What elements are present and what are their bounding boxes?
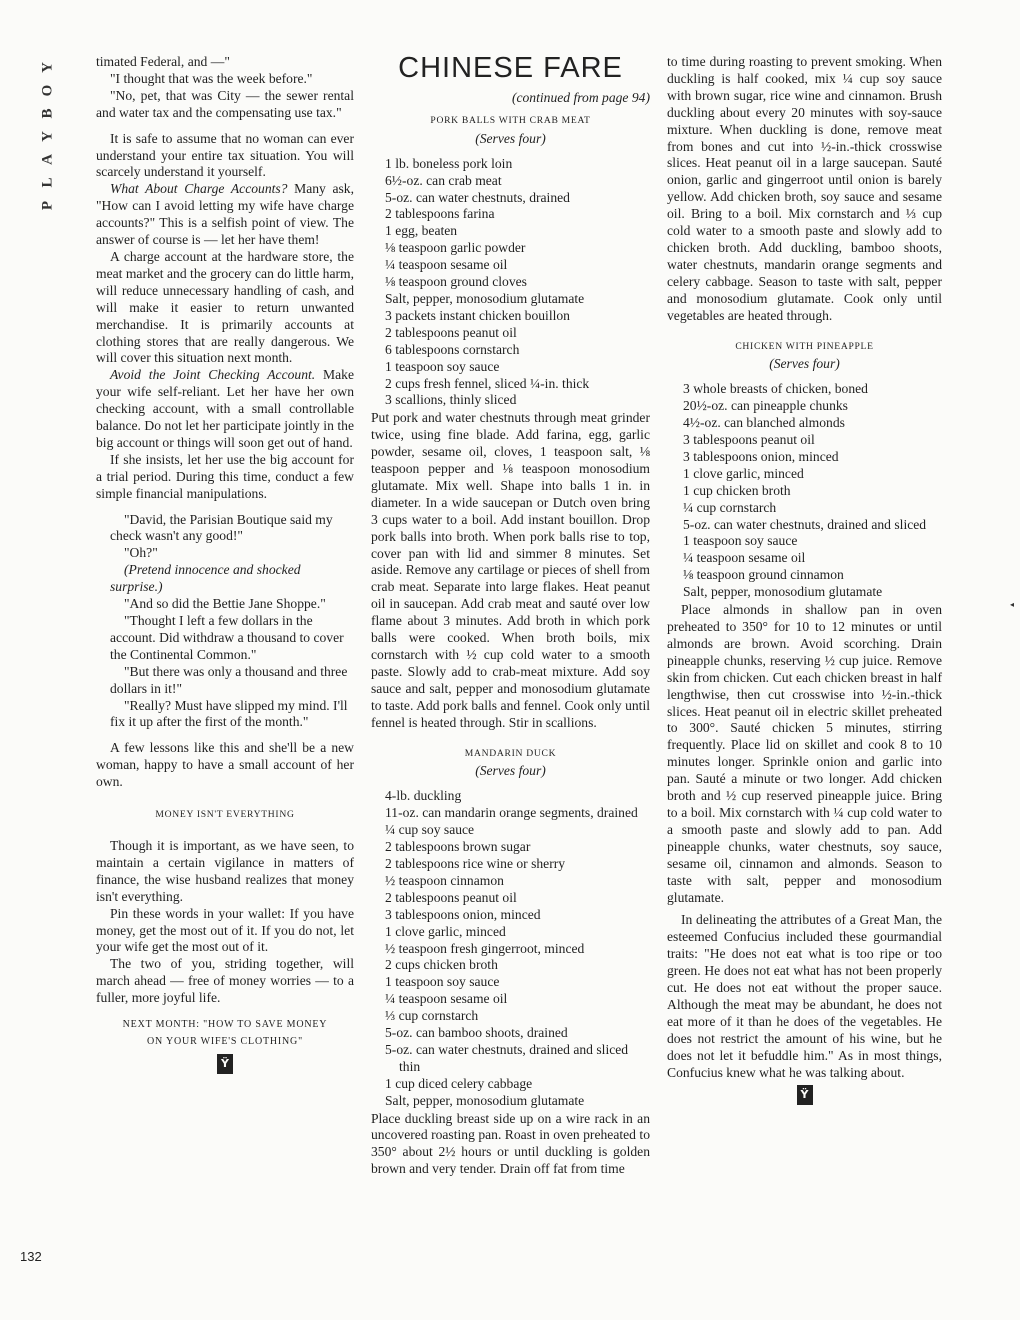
paragraph: "No, pet, that was City — the sewer rental and water tax and the compensating use tax." (96, 87, 354, 120)
article-title: CHINESE FARE (398, 52, 623, 84)
recipe-method: Place almonds in shallow pan in oven preheated to 350° for 10 to 12 minutes or until almonds are brown. Avoid scorching. Drain pineapple chunks, reserving ½ cup juice. Remove skin from chicken. Cut each chicken breast in half lengthwise, then cut crosswise into ½-in.-thick slices. Heat peanut oil in electric skillet preheated to 300°. Sauté chicken 5 minutes, stirring frequently. Place lid on skillet and cook 8 to 10 minutes longer. Sprinkle onion and garlic into pan. Sauté a minute or two longer. Add chicken broth and ½ cup reserved pineapple juice. Bring to a boil. Mix cornstarch with ¼ cup cold water to a smooth paste and slowly add to pan. Add pineapple chunks, water chestnuts, soy sauce, sesame oil, cinnamon and almonds. Season to taste with salt, pepper and monosodium glutamate. (667, 602, 942, 905)
ingredient: ½ teaspoon cinnamon (385, 872, 504, 888)
recipe-method: Put pork and water chestnuts through meat grinder twice, using fine blade. Add farina, egg, garlic powder, sesame oil, cloves, 1 teaspoon salt, ⅛ teaspoon pepper and ⅛ teaspoon monosodium glutamate. Mix well. Shape into balls 1 in. in diameter. In a wide saucepan or Dutch oven bring 3 cups water to a boil. Add instant bouillon. Drop pork balls into broth. When pork balls rise to top, cover pan with lid and simmer 8 minutes. Set aside. Remove any cartilage or pieces of shell from crab meat. Separate into large flakes. Heat peanut oil in saucepan. Add crab meat and sauté over low flame about 3 minutes. Add broth in which pork balls were cooked. When broth boils, mix cornstarch with ½ cup cold water to a smooth paste. Slowly add to crab-meat mixture. Add soy sauce and salt, pepper and monosodium glutamate to taste. Add pork balls and fennel. Cook only until fennel is heated through. Stir in scallions. (371, 410, 650, 730)
recipe-method: Place duckling breast side up on a wire rack in an uncovered roasting pan. Roast in oven preheated to 350° about 2½ hours or until duckling is golden brown and very tender. Drain off fat from time (371, 1110, 650, 1177)
ingredient: 1 cup diced celery cabbage (385, 1075, 533, 1091)
ingredient: 1 teaspoon soy sauce (385, 358, 500, 374)
ingredient: ⅛ teaspoon garlic powder (385, 240, 526, 256)
ingredient-list (371, 156, 650, 410)
ingredient: ⅛ teaspoon ground cloves (385, 274, 527, 290)
ingredient: ¼ teaspoon sesame oil (683, 550, 806, 566)
column-3 (667, 54, 942, 1105)
ingredient: ⅓ cup cornstarch (385, 1008, 479, 1024)
paragraph-text: Make your wife self-reliant. Let her have her own checking account, with a small controllable balance. Do not let her participate jointly in the big account or things will soon get out of hand. (96, 367, 354, 450)
ingredient: 5-oz. can water chestnuts, drained and sliced thin (385, 1041, 629, 1074)
ingredient: Salt, pepper, monosodium glutamate (385, 1092, 585, 1108)
next-month-teaser (96, 1016, 354, 1050)
dialogue-block (110, 512, 354, 732)
subhead: MONEY ISN'T EVERYTHING (155, 809, 295, 821)
recipe-serves: (Serves four) (769, 356, 840, 372)
ingredient: 3 tablespoons peanut oil (683, 432, 815, 448)
ingredient: 5-oz. can water chestnuts, drained (385, 189, 570, 205)
ingredient: Salt, pepper, monosodium glutamate (683, 584, 883, 600)
ingredient: 2 tablespoons peanut oil (385, 889, 517, 905)
ingredient: 20½-oz. can pineapple chunks (683, 398, 848, 414)
paragraph: "I thought that was the week before." (110, 70, 313, 86)
recipe-method: to time during roasting to prevent smoking. When duckling is half cooked, mix ¼ cup soy sauce with brown sugar, rice wine and cinnamon. Brush duckling about every 20 minutes with soy-sauce mixture. When duckling is done, remove meat from bones and cut into ½-in.-thick crosswise slices. Heat peanut oil in a large saucepan. Sauté onion, garlic and gingerroot until onion is barely yellow. Add chicken broth, soy sauce and sesame oil. Bring to a boil. Mix cornstarch and ⅓ cup cold water to a smooth paste and slowly add to chicken broth. Add duckling, bamboo shoots, water chestnuts, mandarin orange segments and celery cabbage. Season to taste with salt, pepper and monosodium glutamate. Cook only until vegetables are heated through. (667, 54, 942, 323)
ingredient: ¼ cup soy sauce (385, 822, 475, 838)
section-lead: What About Charge Accounts? (110, 181, 288, 197)
ingredient-list (371, 788, 650, 1109)
column-2 (371, 54, 650, 1178)
recipe-serves: (Serves four) (475, 130, 546, 146)
paragraph: timated Federal, and —" (96, 54, 230, 69)
paragraph-text: Many ask, "How can I avoid letting my wife have charge accounts?" This is a selfish point of view. The answer of course is — let her have them! (96, 181, 354, 248)
ingredient: Salt, pepper, monosodium glutamate (385, 290, 585, 306)
ingredient: 4½-oz. can blanched almonds (683, 415, 845, 431)
continued-note: (continued from page 94) (511, 90, 650, 105)
ingredient: ½ teaspoon fresh gingerroot, minced (385, 940, 585, 956)
ingredient: 1 teaspoon soy sauce (683, 533, 798, 549)
ingredient: 1 lb. boneless pork loin (385, 155, 513, 171)
ingredient: 1 teaspoon soy sauce (385, 974, 500, 990)
magazine-letter: L (39, 177, 56, 188)
recipe-title: CHICKEN WITH PINEAPPLE (735, 340, 874, 352)
paragraph: A few lessons like this and she'll be a new woman, happy to have a small account of her own. (96, 740, 354, 790)
closing-paragraph: In delineating the attributes of a Great Man, the esteemed Confucius included these gourmandial traits: "He does not eat what is too ripe or too green. He does not eat what has not been properly cut. He does not eat without the proper sauce. Although the meat may be abundant, he does not eat more of it than he does of the vegetables. He does not restrict the amount of his wine, but he does not let it befuddle him." As in most things, Confucius knew what he was talking about. (667, 912, 942, 1080)
ingredient: 2 tablespoons farina (385, 206, 495, 222)
page-number: 132 (20, 1249, 42, 1264)
magazine-letter: Y (39, 131, 56, 142)
vertical-magazine-title (38, 56, 58, 217)
ingredient: 3 tablespoons onion, minced (683, 448, 839, 464)
column-1 (96, 54, 354, 1074)
dialogue-line: "David, the Parisian Boutique said my check wasn't any good!" (110, 511, 333, 544)
ingredient: ⅛ teaspoon ground cinnamon (683, 567, 844, 583)
ingredient: 5-oz. can water chestnuts, drained and sliced (683, 516, 927, 532)
paragraph: Pin these words in your wallet: If you have money, get the most out of it. If you do not, let your wife get the most out of it. (96, 905, 354, 955)
paragraph: It is safe to assume that no woman can ever understand your entire tax situation. You will scarcely understand it yourself. (96, 130, 354, 180)
ingredient: ¼ cup cornstarch (683, 499, 777, 515)
ingredient: 1 clove garlic, minced (683, 465, 804, 481)
magazine-letter: O (39, 84, 56, 97)
section-lead: Avoid the Joint Checking Account. (110, 367, 316, 383)
recipe-serves: (Serves four) (475, 763, 546, 779)
ingredient: 5-oz. can bamboo shoots, drained (385, 1025, 568, 1041)
dialogue-line: "But there was only a thousand and three dollars in it!" (110, 663, 348, 696)
ingredient-list (667, 381, 942, 601)
ingredient: ¼ teaspoon sesame oil (385, 257, 508, 273)
paragraph (96, 367, 354, 452)
recipe-title: MANDARIN DUCK (464, 747, 557, 759)
ingredient: 3 tablespoons onion, minced (385, 906, 541, 922)
next-month-line: ON YOUR WIFE'S CLOTHING" (147, 1036, 303, 1048)
stage-direction: (Pretend innocence and shocked surprise.) (110, 562, 301, 595)
ingredient: 2 tablespoons peanut oil (385, 324, 517, 340)
ingredient: 11-oz. can mandarin orange segments, drained (385, 805, 638, 821)
ingredient: 2 tablespoons brown sugar (385, 839, 531, 855)
ingredient: 6 tablespoons cornstarch (385, 341, 520, 357)
dialogue-line: "Oh?" (124, 545, 158, 561)
ingredient: 6½-oz. can crab meat (385, 172, 502, 188)
ingredient: 1 clove garlic, minced (385, 923, 506, 939)
dialogue-line: "Thought I left a few dollars in the account. Did withdraw a thousand to cover the Continental Common." (110, 613, 344, 662)
ingredient: ¼ teaspoon sesame oil (385, 991, 508, 1007)
dialogue-line: "And so did the Bettie Jane Shoppe." (124, 596, 326, 612)
magazine-letter: B (39, 108, 56, 119)
ingredient: 3 whole breasts of chicken, boned (683, 381, 868, 397)
paragraph: Though it is important, as we have seen, to maintain a certain vigilance in matters of finance, the wise husband realizes that money isn't everything. (96, 837, 354, 904)
recipe-title: PORK BALLS WITH CRAB MEAT (430, 114, 591, 126)
bunny-logo-icon: Ÿ (797, 1085, 813, 1105)
ingredient: 2 tablespoons rice wine or sherry (385, 855, 566, 871)
ingredient: 4-lb. duckling (385, 788, 462, 804)
edge-arrow-icon: ◂ (1010, 600, 1015, 609)
dialogue-line: "Really? Must have slipped my mind. I'll fix it up after the first of the month." (110, 697, 348, 730)
paragraph: If she insists, let her use the big account for a trial period. During this time, conduct a few simple financial manipulations. (96, 451, 354, 501)
magazine-letter: Y (39, 62, 56, 73)
ingredient: 3 packets instant chicken bouillon (385, 307, 570, 323)
magazine-letter: P (39, 200, 56, 211)
next-month-line: NEXT MONTH: "HOW TO SAVE MONEY (122, 1019, 328, 1031)
paragraph: A charge account at the hardware store, the meat market and the grocery can do little harm, will reduce unnecessary handling of cash, and will make it easier to return unwanted merchandise. It is primarily accounts at clothing stores that are really dangerous. We will cover this situation next month. (96, 248, 354, 366)
ingredient: 2 cups chicken broth (385, 957, 498, 973)
paragraph: The two of you, striding together, will march ahead — free of money worries — to a fuller, more joyful life. (96, 956, 354, 1006)
paragraph (96, 181, 354, 249)
ingredient: 2 cups fresh fennel, sliced ¼-in. thick (385, 375, 590, 391)
ingredient: 1 egg, beaten (385, 223, 458, 239)
magazine-letter: A (39, 154, 56, 165)
bunny-logo-icon: Ÿ (217, 1054, 233, 1074)
ingredient: 3 scallions, thinly sliced (385, 392, 517, 408)
ingredient: 1 cup chicken broth (683, 482, 791, 498)
